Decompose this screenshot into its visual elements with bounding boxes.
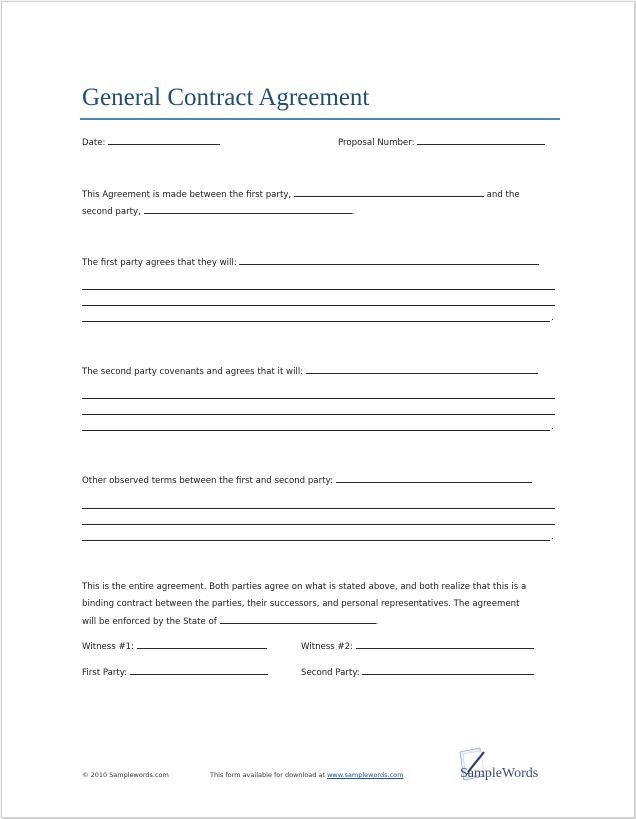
date-field bbox=[82, 136, 220, 149]
first-party-line-1[interactable] bbox=[82, 289, 555, 290]
title-rule bbox=[80, 118, 560, 120]
date-label: Date: bbox=[82, 138, 106, 148]
first-party-signature-field bbox=[82, 666, 268, 679]
second-party-signature-blank[interactable] bbox=[362, 666, 534, 675]
first-party-signature-label: First Party: bbox=[82, 668, 128, 678]
first-party-name-blank[interactable] bbox=[294, 188, 484, 197]
first-party-period: . bbox=[551, 313, 554, 323]
proposal-number-label: Proposal Number: bbox=[338, 138, 415, 148]
first-party-line-3[interactable] bbox=[82, 321, 550, 322]
other-terms-period: . bbox=[551, 532, 554, 542]
document-title: General Contract Agreement bbox=[82, 84, 370, 111]
witness-2-blank[interactable] bbox=[356, 640, 534, 649]
second-party-covenants-line bbox=[82, 365, 538, 378]
second-party-signature-label: Second Party: bbox=[301, 668, 360, 678]
witness-1-field bbox=[82, 640, 267, 653]
witness-2-label: Witness #2: bbox=[301, 642, 354, 652]
other-terms-line-3[interactable] bbox=[82, 540, 550, 541]
first-party-line-2[interactable] bbox=[82, 305, 555, 306]
closing-line-3 bbox=[82, 615, 378, 628]
witness-1-label: Witness #1: bbox=[82, 642, 135, 652]
other-terms-blank[interactable] bbox=[336, 474, 532, 483]
other-terms-line-1[interactable] bbox=[82, 508, 555, 509]
state-label: will be enforced by the State of bbox=[82, 617, 217, 627]
samplewords-logo-text: SampleWords bbox=[460, 766, 539, 781]
second-party-line-1[interactable] bbox=[82, 398, 555, 399]
document-page bbox=[1, 1, 635, 818]
state-blank[interactable] bbox=[220, 615, 376, 624]
download-note bbox=[210, 771, 403, 779]
copyright-text: © 2010 Samplewords.com bbox=[82, 771, 169, 779]
parties-intro-text: This Agreement is made between the first party, bbox=[82, 190, 292, 200]
other-terms-label: Other observed terms between the first and second party: bbox=[82, 476, 333, 486]
second-party-name-blank[interactable] bbox=[144, 205, 352, 214]
date-blank[interactable] bbox=[108, 136, 220, 145]
closing-line-1: This is the entire agreement. Both parties agree on what is stated above, and both realize that this is a bbox=[82, 582, 527, 592]
parties-period: . bbox=[351, 207, 355, 217]
download-link[interactable]: www.samplewords.com bbox=[327, 771, 404, 779]
second-party-covenants-blank[interactable] bbox=[306, 365, 538, 374]
witness-1-blank[interactable] bbox=[137, 640, 267, 649]
download-text: This form available for download at bbox=[210, 771, 326, 779]
second-party-line-2[interactable] bbox=[82, 414, 555, 415]
other-terms-line-2[interactable] bbox=[82, 524, 555, 525]
closing-period: . bbox=[375, 617, 379, 627]
first-party-signature-blank[interactable] bbox=[130, 666, 268, 675]
second-party-period: . bbox=[551, 422, 554, 432]
proposal-number-blank[interactable] bbox=[417, 136, 545, 145]
first-party-agrees-line bbox=[82, 256, 539, 269]
second-party-line-3[interactable] bbox=[82, 430, 550, 431]
proposal-number-field bbox=[338, 136, 545, 149]
other-terms-line bbox=[82, 474, 532, 487]
second-party-covenants-label: The second party covenants and agrees that it will: bbox=[82, 367, 304, 377]
second-party-text: second party, bbox=[82, 207, 141, 217]
closing-line-2: binding contract between the parties, their successors, and personal representatives. The agreement bbox=[82, 599, 520, 609]
first-party-agrees-label: The first party agrees that they will: bbox=[82, 258, 237, 268]
second-party-signature-field bbox=[301, 666, 534, 679]
parties-line-2 bbox=[82, 205, 354, 218]
witness-2-field bbox=[301, 640, 534, 653]
parties-line-1 bbox=[82, 188, 520, 201]
parties-and-text: and the bbox=[486, 190, 520, 200]
first-party-agrees-blank[interactable] bbox=[239, 256, 539, 265]
